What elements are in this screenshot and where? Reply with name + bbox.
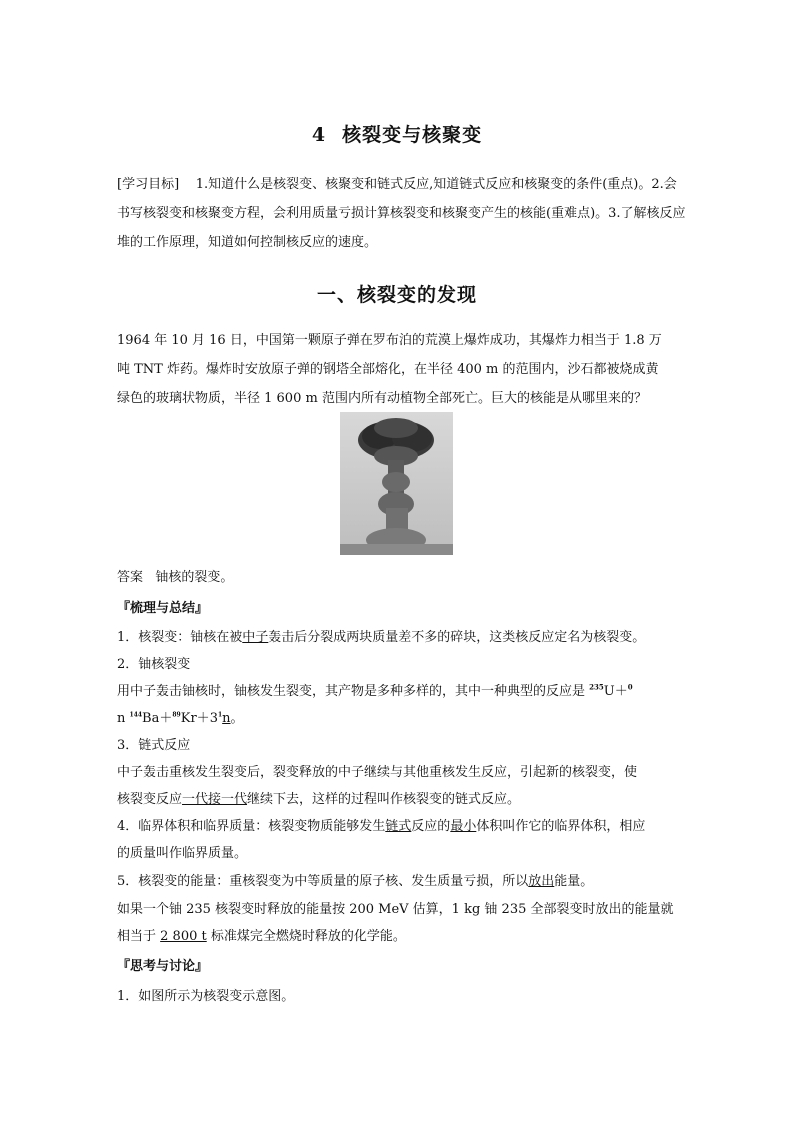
item1-text-a: 1．核裂变：铀核在被 xyxy=(117,630,243,645)
lesson-number: 4 xyxy=(311,124,327,146)
item5-underlined: 放出 xyxy=(528,874,555,889)
item5-text-a: 5．核裂变的能量：重核裂变为中等质量的原子核、发生质量亏损，所以 xyxy=(117,874,529,889)
answer xyxy=(117,566,233,585)
krypton-mass-number: 89 xyxy=(172,711,181,719)
item1-text-b: 轰击后分裂成两块质量差不多的碎块，这类核反应定名为核裂变。 xyxy=(268,630,646,645)
item5-line3-a: 相当于 xyxy=(117,929,157,944)
summary-item-3-line-2 xyxy=(117,788,520,807)
item3-line2-b: 继续下去，这样的过程叫作核裂变的链式反应。 xyxy=(247,792,521,807)
discussion-heading: 『思考与讨论』 xyxy=(117,959,209,974)
objectives-text: 1.知道什么是核裂变、核聚变和链式反应,知道链式反应和核聚变的条件(重点)。2.会书写核裂变和核聚变方程，会利用质量亏损计算核裂变和核聚变产生的核能(重难点)。3.了解核反应堆的工作原理，知道如何控制核反应的速度。 xyxy=(117,177,686,250)
uranium-symbol: U xyxy=(603,684,615,699)
item4-text-c: 体积叫作它的临界体积，相应 xyxy=(476,819,646,834)
summary-item-4-line-1 xyxy=(117,815,645,834)
summary-item-5-line-3 xyxy=(117,925,406,944)
section-heading: 一、核裂变的发现 xyxy=(316,284,477,306)
page-title xyxy=(0,120,794,147)
objectives-label: [学习目标] xyxy=(117,177,180,192)
intro-line-2: 吨 TNT 炸药。爆炸时安放原子弹的钢塔全部熔化，在半径 400 m 的范围内，沙石都被烧成黄 xyxy=(117,362,659,377)
mushroom-cloud-image xyxy=(340,412,453,555)
summary-item-3-title: 3．链式反应 xyxy=(117,738,191,753)
learning-objectives xyxy=(117,170,687,257)
item2-line1-text: 用中子轰击铀核时，铀核发生裂变，其产物是多种多样的，其中一种典型的反应是 xyxy=(117,684,586,699)
summary-item-5-line-1 xyxy=(117,870,593,889)
summary-item-3-line-1: 中子轰击重核发生裂变后，裂变释放的中子继续与其他重核发生反应，引起新的核裂变，使 xyxy=(117,765,638,780)
equation-end: 。 xyxy=(230,711,244,726)
intro-line-1: 1964 年 10 月 16 日，中国第一颗原子弹在罗布泊的荒漠上爆炸成功，其爆炸力相当于 1.8 万 xyxy=(117,333,662,348)
barium-mass-number: 144 xyxy=(129,711,143,719)
item4-text-a: 4．临界体积和临界质量：核裂变物质能够发生 xyxy=(117,819,386,834)
mushroom-cloud-photo xyxy=(340,412,453,555)
intro-line-3: 绿色的玻璃状物质，半径 1 600 m 范围内所有动植物全部死亡。巨大的核能是从哪里来的？ xyxy=(117,391,647,406)
summary-item-2-title: 2．铀核裂变 xyxy=(117,657,191,672)
summary-item-4-line-2: 的质量叫作临界质量。 xyxy=(117,846,248,861)
product-neutron-mass-number: 1 xyxy=(217,711,223,719)
neutron-mass-number: 0 xyxy=(627,682,633,692)
answer-label: 答案 xyxy=(117,570,144,585)
summary-item-2-line-2: n $^{144}Ba+^{89}Kr+3^1n$。 xyxy=(117,711,244,726)
lesson-title: 核裂变与核聚变 xyxy=(342,124,483,146)
item5-text-b: 能量。 xyxy=(554,874,594,889)
summary-item-2-line-1 xyxy=(117,680,633,699)
summary-item-5-line-2: 如果一个铀 235 核裂变时释放的能量按 200 MeV 估算，1 kg 铀 235 全部裂变时放出的能量就 xyxy=(117,902,674,917)
plus-sign: ＋ xyxy=(614,684,628,699)
item3-line2-a: 核裂变反应 xyxy=(117,792,183,807)
barium-symbol: Ba xyxy=(142,711,160,726)
answer-text: 铀核的裂变。 xyxy=(155,570,234,585)
summary-heading: 『梳理与总结』 xyxy=(117,601,209,616)
item4-underlined-1: 链式 xyxy=(385,819,412,834)
item5-line3-b: 标准煤完全燃烧时释放的化学能。 xyxy=(210,929,406,944)
discussion-item-1: 1．如图所示为核裂变示意图。 xyxy=(117,989,295,1004)
product-neutron-symbol: n xyxy=(222,711,231,726)
krypton-symbol: Kr xyxy=(180,711,197,726)
item3-underlined: 一代接一代 xyxy=(182,792,248,807)
neutron-count: 3 xyxy=(209,711,218,726)
item4-underlined-2: 最小 xyxy=(450,819,477,834)
item4-text-b: 反应的 xyxy=(411,819,451,834)
summary-item-1 xyxy=(117,626,645,645)
neutron-symbol: n xyxy=(117,711,126,726)
item1-underlined: 中子 xyxy=(242,630,269,645)
uranium-mass-number: 235 xyxy=(589,682,604,692)
item5-underlined-amount: 2 800 t xyxy=(160,929,207,944)
